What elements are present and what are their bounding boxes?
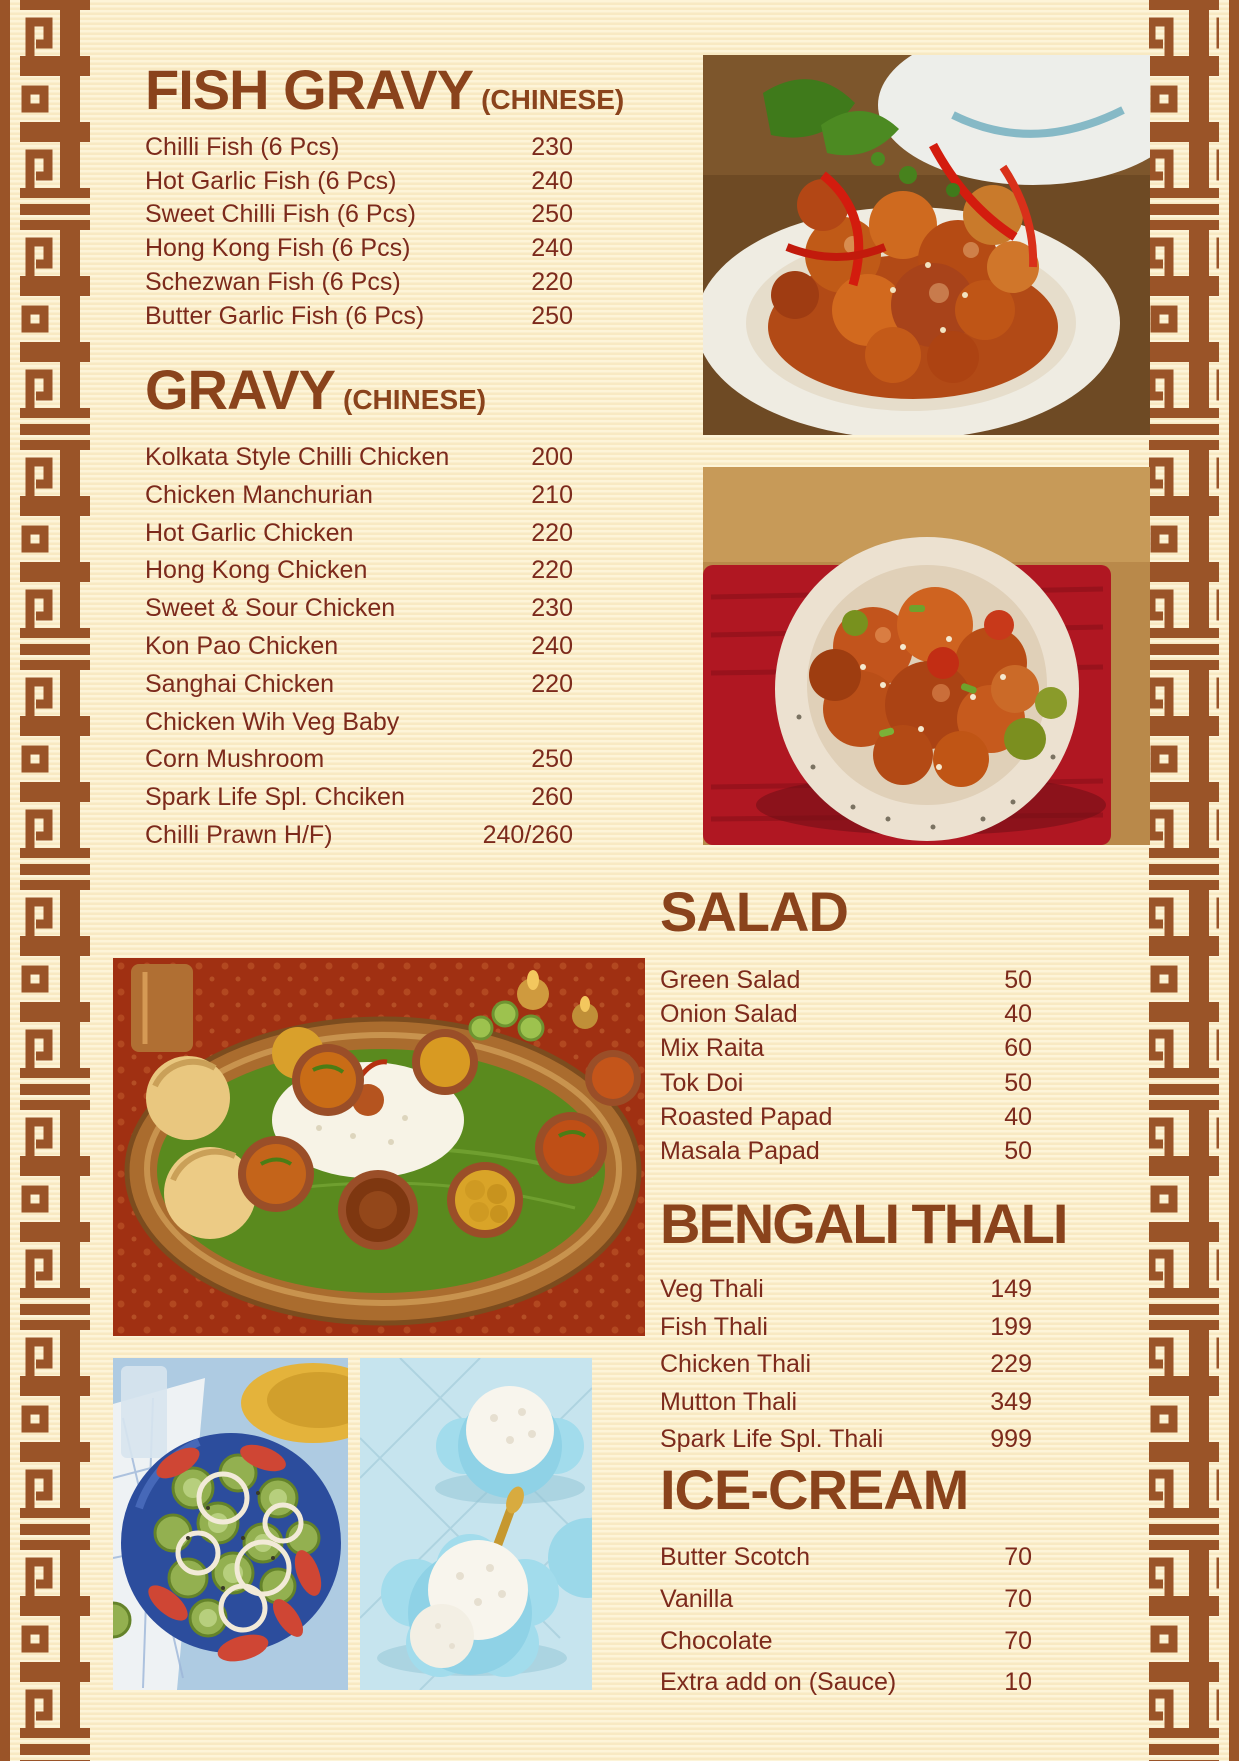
item-price: 229 — [990, 1350, 1032, 1378]
menu-item-row — [145, 552, 573, 590]
item-price: 149 — [990, 1275, 1032, 1303]
item-list-ice-cream — [660, 1537, 1032, 1704]
title-text: GRAVY — [145, 358, 335, 421]
section-gravy — [145, 358, 573, 878]
menu-item-row — [660, 1579, 1032, 1621]
item-name: Kon Pao Chicken — [145, 631, 339, 660]
item-name: Hot Garlic Fish (6 Pcs) — [145, 166, 397, 195]
item-name: Roasted Papad — [660, 1102, 833, 1131]
menu-item-row — [660, 1134, 1032, 1168]
item-name: Chocolate — [660, 1626, 773, 1655]
section-title-ice-cream — [660, 1458, 1032, 1522]
item-price: 230 — [531, 594, 573, 623]
item-name: Chilli Fish (6 Pcs) — [145, 133, 340, 161]
item-name: Green Salad — [660, 966, 801, 994]
section-title-salad — [660, 880, 1032, 944]
menu-item-row — [145, 741, 573, 779]
item-price — [473, 704, 573, 742]
section-title-gravy — [145, 358, 573, 422]
menu-item-row — [660, 1100, 1032, 1134]
section-title-bengali-thali — [660, 1192, 1067, 1256]
section-fish-gravy — [145, 58, 625, 358]
menu-item-row — [660, 1346, 1032, 1384]
item-list-salad — [660, 963, 1032, 1168]
item-name: Corn Mushroom — [145, 745, 325, 774]
menu-item-row — [660, 1066, 1032, 1100]
item-name: Veg Thali — [660, 1275, 764, 1303]
item-name: Sweet Chilli Fish (6 Pcs) — [145, 200, 416, 229]
item-price: 50 — [1004, 966, 1032, 994]
section-bengali-thali — [660, 1192, 1067, 1472]
item-list-fish-gravy — [145, 131, 573, 333]
item-name: Butter Scotch — [660, 1543, 811, 1571]
subtitle-text: (CHINESE) — [481, 84, 625, 115]
menu-item-row — [145, 590, 573, 628]
photo-chilli-fish — [703, 55, 1150, 435]
item-price: 250 — [531, 745, 573, 774]
title-text: BENGALI THALI — [660, 1192, 1067, 1255]
item-name: Chicken Wih Veg Baby — [145, 707, 400, 736]
item-name: Onion Salad — [660, 1000, 798, 1029]
item-name: Schezwan Fish (6 Pcs) — [145, 267, 401, 296]
photo-bengali-thali — [113, 958, 645, 1336]
menu-item-row — [145, 300, 573, 334]
item-name: Chicken Manchurian — [145, 480, 373, 509]
item-price: 250 — [531, 200, 573, 229]
menu-item-row — [145, 779, 573, 817]
item-price: 50 — [1004, 1068, 1032, 1097]
menu-item-row — [660, 1537, 1032, 1579]
title-text: ICE-CREAM — [660, 1458, 969, 1521]
item-list-bengali-thali — [660, 1271, 1032, 1459]
item-price: 40 — [1004, 1000, 1032, 1029]
menu-item-row — [145, 666, 573, 704]
menu-item-row — [660, 997, 1032, 1031]
item-name: Chilli Prawn H/F) — [145, 820, 333, 849]
menu-item-row — [660, 1662, 1032, 1704]
menu-item-row — [660, 1309, 1032, 1347]
item-name: Extra add on (Sauce) — [660, 1668, 897, 1697]
photo-ice-cream — [360, 1358, 592, 1690]
item-name: Butter Garlic Fish (6 Pcs) — [145, 301, 425, 330]
photo-chilli-chicken-bowl — [703, 467, 1150, 845]
menu-item-row — [660, 1621, 1032, 1663]
item-price: 240 — [531, 166, 573, 195]
item-name: Spark Life Spl. Thali — [660, 1425, 884, 1453]
item-name: Mutton Thali — [660, 1387, 798, 1416]
item-price: 240/260 — [482, 820, 573, 849]
item-name: Tok Doi — [660, 1068, 744, 1097]
item-name: Fish Thali — [660, 1312, 768, 1341]
item-name: Masala Papad — [660, 1137, 820, 1166]
menu-item-row — [145, 198, 573, 232]
menu-item-row — [145, 131, 573, 165]
item-price: 70 — [1004, 1584, 1032, 1613]
item-list-gravy — [145, 439, 573, 855]
item-price: 50 — [1004, 1137, 1032, 1166]
menu-item-row — [660, 1421, 1032, 1459]
item-price: 200 — [531, 443, 573, 471]
menu-item-row — [145, 439, 573, 477]
item-price: 999 — [990, 1425, 1032, 1453]
item-price: 220 — [531, 267, 573, 296]
menu-item-row — [660, 1031, 1032, 1065]
item-price: 210 — [531, 480, 573, 509]
menu-item-row — [145, 266, 573, 300]
greek-key-border-left — [0, 0, 110, 1761]
item-name: Sweet & Sour Chicken — [145, 594, 396, 623]
item-price: 220 — [531, 669, 573, 698]
menu-item-row — [145, 628, 573, 666]
menu-item-row — [145, 165, 573, 199]
menu-item-row — [145, 232, 573, 266]
menu-item-row — [145, 477, 573, 515]
item-price: 240 — [531, 631, 573, 660]
menu-item-row — [145, 817, 573, 855]
menu-item-row — [660, 963, 1032, 997]
item-name: Mix Raita — [660, 1034, 765, 1063]
item-name: Hong Kong Chicken — [145, 556, 368, 585]
item-price: 70 — [1004, 1626, 1032, 1655]
item-price: 240 — [531, 234, 573, 263]
item-name: Hong Kong Fish (6 Pcs) — [145, 234, 411, 263]
section-title-fish-gravy — [145, 58, 625, 122]
item-price: 199 — [990, 1312, 1032, 1341]
title-text: SALAD — [660, 880, 848, 943]
title-text: FISH GRAVY — [145, 58, 474, 121]
item-name: Kolkata Style Chilli Chicken — [145, 443, 450, 471]
item-name: Spark Life Spl. Chciken — [145, 783, 405, 812]
item-price: 40 — [1004, 1102, 1032, 1131]
menu-item-row — [145, 515, 573, 553]
item-name: Vanilla — [660, 1584, 734, 1613]
item-price: 260 — [531, 783, 573, 812]
item-price: 70 — [1004, 1543, 1032, 1571]
item-name: Sanghai Chicken — [145, 669, 335, 698]
item-price: 230 — [531, 133, 573, 161]
section-ice-cream — [660, 1458, 1032, 1718]
item-price: 220 — [531, 518, 573, 547]
item-price: 60 — [1004, 1034, 1032, 1063]
item-name: Chicken Thali — [660, 1350, 812, 1378]
item-price: 10 — [1004, 1668, 1032, 1697]
item-price: 349 — [990, 1387, 1032, 1416]
menu-item-row — [660, 1384, 1032, 1422]
subtitle-text: (CHINESE) — [343, 384, 487, 415]
photo-green-salad — [113, 1358, 348, 1690]
item-name: Hot Garlic Chicken — [145, 518, 354, 547]
menu-item-row — [145, 704, 573, 742]
section-salad — [660, 880, 1032, 1180]
menu-item-row — [660, 1271, 1032, 1309]
item-price: 220 — [531, 556, 573, 585]
item-price: 250 — [531, 301, 573, 330]
